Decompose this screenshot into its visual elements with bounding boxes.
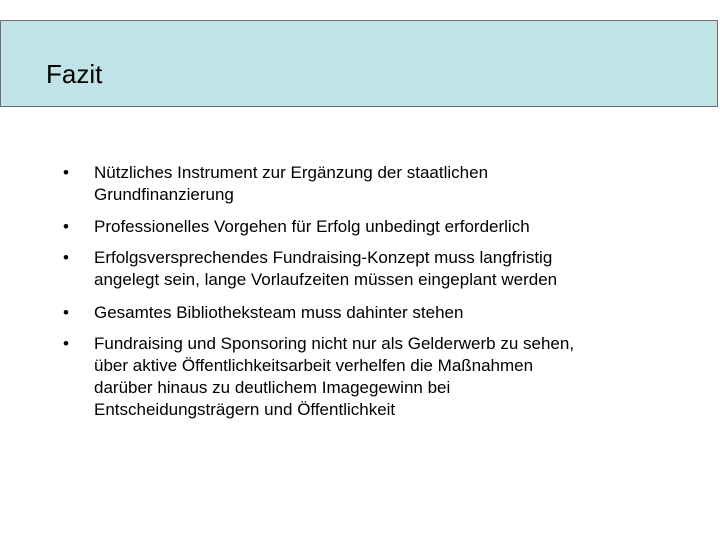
bullet-marker: • <box>63 217 69 236</box>
bullet-text: Erfolgsversprechendes Fundraising-Konzept muss langfristig angelegt sein, lange Vorlaufzeiten müssen eingeplant werden <box>94 248 558 289</box>
bullet-text: Gesamtes Bibliotheksteam muss dahinter stehen <box>94 303 464 322</box>
bullet-text: Nützliches Instrument zur Ergänzung der staatlichen Grundfinanzierung <box>94 163 489 204</box>
bullet-marker: • <box>63 334 69 353</box>
bullet-marker: • <box>63 163 69 182</box>
bullet-text: Professionelles Vorgehen für Erfolg unbedingt erforderlich <box>94 217 530 236</box>
bullet-marker: • <box>63 248 69 267</box>
bullet-text: Fundraising und Sponsoring nicht nur als Gelderwerb zu sehen, über aktive Öffentlichkeitsarbeit verhelfen die Maßnahmen darüber hinaus zu deutlichem Imagegewinn bei Entscheidungsträgern und Öffentlichkeit <box>94 334 575 419</box>
slide-title: Fazit <box>46 59 103 89</box>
bullet-marker: • <box>63 303 69 322</box>
